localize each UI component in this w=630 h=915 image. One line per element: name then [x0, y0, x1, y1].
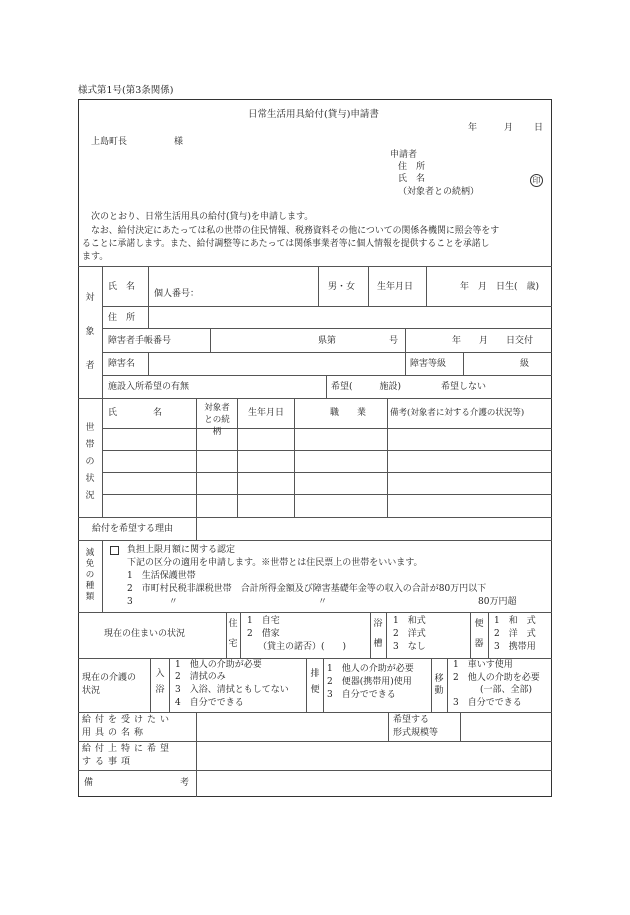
- spec-label-line2: 形式規模等: [393, 728, 439, 738]
- gender-options: 男・女: [328, 282, 356, 292]
- bath-label-2: 槽: [373, 639, 383, 649]
- seal-mark: 印: [530, 174, 543, 187]
- house-label-2: 宅: [228, 639, 238, 649]
- facility-label: 施設入所希望の有無: [108, 382, 190, 392]
- address-label: 住 所: [108, 313, 136, 323]
- equipment-label-line1: 給付を受けたい: [82, 715, 174, 725]
- movement-option-1: 1 車いす使用: [453, 660, 513, 670]
- bathing-option-3: 3 入浴、清拭ともしてない: [175, 685, 289, 695]
- subject-label-1: 対: [85, 293, 95, 303]
- bathing-label-1: 入: [155, 669, 165, 679]
- subject-name-label: 氏 名: [108, 282, 136, 292]
- toilet-option-3: 3 携帯用: [494, 642, 536, 652]
- addressee-name: 上島町長: [91, 137, 128, 147]
- movement-label-1: 移: [434, 674, 444, 684]
- special-label-line2: する事項: [82, 757, 135, 767]
- issue-date: 年 月 日交付: [452, 336, 534, 346]
- house-option-2: 2 借家: [247, 629, 280, 639]
- excretion-option-1: 1 他人の介助が必要: [327, 664, 414, 674]
- bath-option-1: 1 和式: [393, 616, 426, 626]
- applicant-name-label: 氏 名: [398, 174, 426, 184]
- excretion-label-2: 便: [310, 685, 320, 695]
- household-label-2: 帯: [85, 440, 95, 450]
- bathing-option-1: 1 他人の介助が必要: [175, 660, 262, 670]
- applicant-address-label: 住 所: [398, 162, 426, 172]
- date-year: 年: [468, 123, 478, 133]
- intro-line-4: ます。: [82, 252, 109, 262]
- house-label-1: 住: [228, 619, 238, 629]
- subject-label-3: 者: [85, 361, 95, 371]
- house-option-2-note: （貸主の諾否）( ): [258, 642, 347, 652]
- housing-label: 現在の住まいの状況: [104, 629, 186, 639]
- bath-label-1: 浴: [373, 619, 383, 629]
- household-label-5: 況: [85, 491, 95, 501]
- movement-option-3: 3 自分でできる: [453, 698, 522, 708]
- household-label-4: 状: [85, 474, 95, 484]
- reduction-item-3-ditto: 〃: [318, 597, 328, 607]
- form-number: 様式第1号(第3条関係): [78, 85, 174, 96]
- reduction-item-3-amount: 80万円超: [478, 597, 517, 607]
- birth-value: 年 月 日生( 歳): [460, 282, 540, 292]
- date-month: 月: [504, 123, 514, 133]
- care-label-line1: 現在の介護の: [82, 673, 137, 683]
- subject-label-2: 象: [85, 327, 95, 337]
- reduction-desc: 下記の区分の適用を申請します。※世帯とは住民票上の世帯をいいます。: [127, 558, 423, 568]
- grade-suffix: 級: [520, 359, 530, 369]
- reduction-item-2: 2 市町村民税非課税世帯 合計所得金額及び障害基礎年金等の収入の合計が80万円以下: [127, 584, 487, 594]
- intro-line-1: 次のとおり、日常生活用具の給付(貸与)を申請します。: [91, 212, 314, 222]
- bath-option-3: 3 なし: [393, 642, 426, 652]
- bathing-option-4: 4 自分でできる: [175, 698, 244, 708]
- reduction-item-3: 3 〃: [127, 597, 178, 607]
- reduction-checkbox-label: 負担上限月額に関する認定: [127, 545, 236, 555]
- bathing-option-2: 2 清拭のみ: [175, 672, 226, 682]
- household-birth-header: 生年月日: [248, 408, 285, 418]
- facility-no-hope: 希望しない: [441, 382, 487, 392]
- spec-label-line1: 希望する: [393, 715, 430, 725]
- number-suffix: 号: [389, 336, 399, 346]
- applicant-heading: 申請者: [390, 150, 418, 160]
- form-title: 日常生活用具給付(貸与)申請書: [248, 109, 379, 120]
- reduction-label-1: 減: [85, 548, 95, 558]
- toilet-option-1: 1 和 式: [494, 616, 536, 626]
- addressee-honorific: 様: [174, 137, 184, 147]
- date-day: 日: [534, 123, 544, 133]
- equipment-label-line2: 用具の名称: [82, 728, 148, 738]
- disability-grade-label: 障害等級: [410, 359, 447, 369]
- excretion-option-2: 2 便器(携帯用)使用: [327, 677, 412, 687]
- household-job-header: 職 業: [330, 408, 367, 418]
- disability-name-label: 障害名: [108, 359, 136, 369]
- household-note-header: 備考(対象者に対する介護の状況等): [390, 408, 525, 418]
- excretion-option-3: 3 自分でできる: [327, 690, 396, 700]
- bath-option-2: 2 洋式: [393, 629, 426, 639]
- movement-label-2: 動: [434, 686, 444, 696]
- household-relation-header: 対象者との続柄: [204, 403, 230, 437]
- reduction-label-2: 免: [85, 559, 95, 569]
- reduction-item-1: 1 生活保護世帯: [127, 571, 196, 581]
- toilet-label-1: 便: [474, 619, 484, 629]
- reduction-label-5: 類: [85, 592, 95, 602]
- birth-label: 生年月日: [377, 282, 414, 292]
- facility-hope: 希望( 施設): [331, 382, 402, 392]
- intro-line-3: ることに承諾します。また、給付調整等にあたっては関係事業者等に個人情報を提供することを承諾し: [82, 239, 490, 249]
- reduction-label-4: 種: [85, 581, 95, 591]
- household-label-3: の: [85, 457, 95, 467]
- intro-line-2: なお、給付決定にあたっては私の世帯の住民情報、税務資料その他についての関係各機関に照会等をす: [91, 226, 500, 236]
- prefecture-label: 県第: [318, 336, 337, 346]
- reduction-label-3: の: [85, 570, 95, 580]
- excretion-label-1: 排: [310, 669, 320, 679]
- applicant-relation-label: （対象者との続柄）: [398, 187, 480, 197]
- special-label-line1: 給付上特に希望: [82, 744, 174, 754]
- household-name-header: 氏 名: [108, 408, 163, 418]
- remarks-label-b: 考: [180, 778, 190, 788]
- care-label-line2: 状況: [82, 686, 101, 696]
- notebook-label: 障害者手帳番号: [108, 336, 172, 346]
- house-option-1: 1 自宅: [247, 616, 280, 626]
- reduction-checkbox[interactable]: [110, 546, 119, 555]
- bathing-label-2: 浴: [155, 685, 165, 695]
- personal-number-label: 個人番号：: [154, 289, 200, 299]
- movement-option-2-note: (一部、全部): [480, 685, 533, 695]
- reason-label: 給付を希望する理由: [92, 524, 174, 534]
- toilet-option-2: 2 洋 式: [494, 629, 536, 639]
- remarks-label-a: 備: [84, 778, 94, 788]
- movement-option-2: 2 他人の介助を必要: [453, 673, 540, 683]
- toilet-label-2: 器: [474, 639, 484, 649]
- household-label-1: 世: [85, 423, 95, 433]
